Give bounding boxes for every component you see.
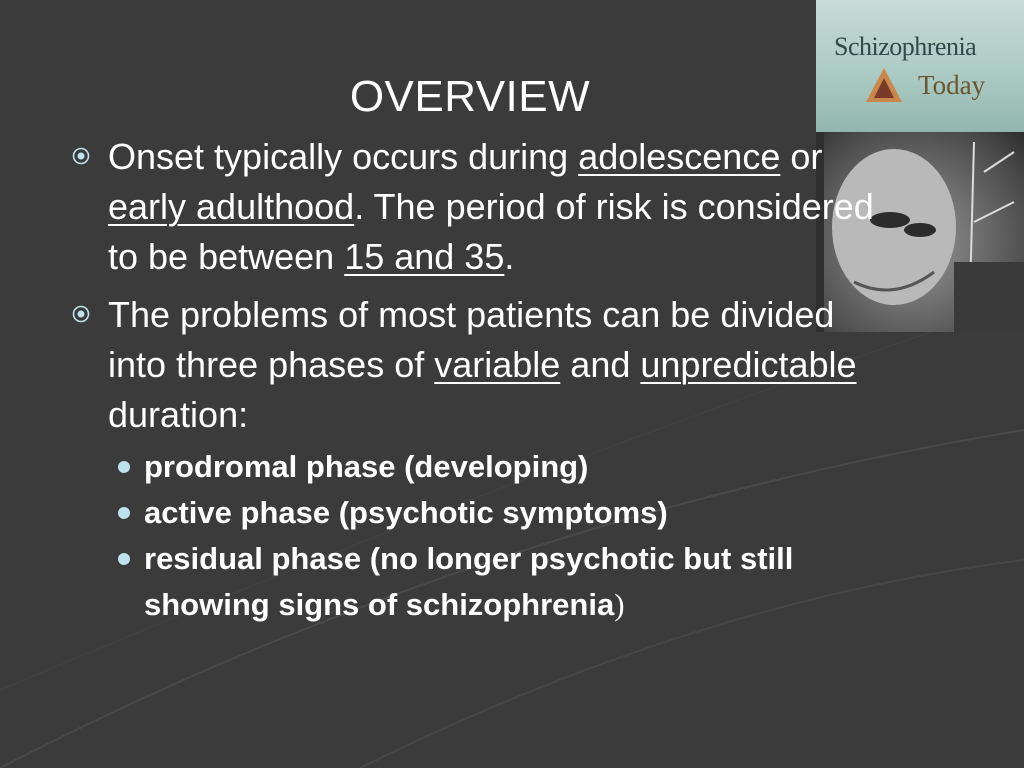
triangle-logo-icon [864,66,904,106]
bullet-phases [72,290,892,440]
bullet-text: Onset typically occurs during [108,136,579,177]
phase-item-residual [108,536,892,628]
phase-item-closing-paren: ) [657,495,668,530]
bullet-text: . [504,236,515,277]
phase-item-text: prodromal phase (developing) [144,449,589,484]
bullet-onset [72,132,892,282]
bullet-text: or [780,136,823,177]
underlined-term-unpredictable: unpredictable [640,344,857,385]
dot-bullet-icon [118,461,130,473]
dot-bullet-icon [118,507,130,519]
phase-item-prodromal [108,444,892,490]
underlined-term-variable: variable [434,344,561,385]
dot-bullet-icon [118,553,130,565]
circle-bullet-icon [72,147,90,165]
bullet-text: duration: [108,394,249,435]
image-heading-area [816,0,1024,132]
bullet-text: . The period of risk is considered to be between [108,186,874,277]
underlined-term-age-range: 15 and 35 [344,236,505,277]
phase-item-text: active phase (psychotic symptoms [144,495,658,530]
bullet-text: The problems of most patients can be divided into three phases of [108,294,835,385]
phase-item-active [108,490,892,536]
phase-item-closing-paren: ) [614,587,625,622]
phase-list [72,444,892,628]
slide-body [72,132,892,628]
circle-bullet-icon [72,305,90,323]
underlined-term-early-adulthood: early adulthood [108,186,355,227]
underlined-term-adolescence: adolescence [578,136,781,177]
phase-item-text: residual phase (no longer psychotic but still showing signs of schizophrenia [144,541,794,622]
bullet-text: and [560,344,641,385]
slide-title: OVERVIEW [349,72,591,121]
image-heading-line1: Schizophrenia [834,32,977,61]
image-heading-line2: Today [918,70,986,100]
